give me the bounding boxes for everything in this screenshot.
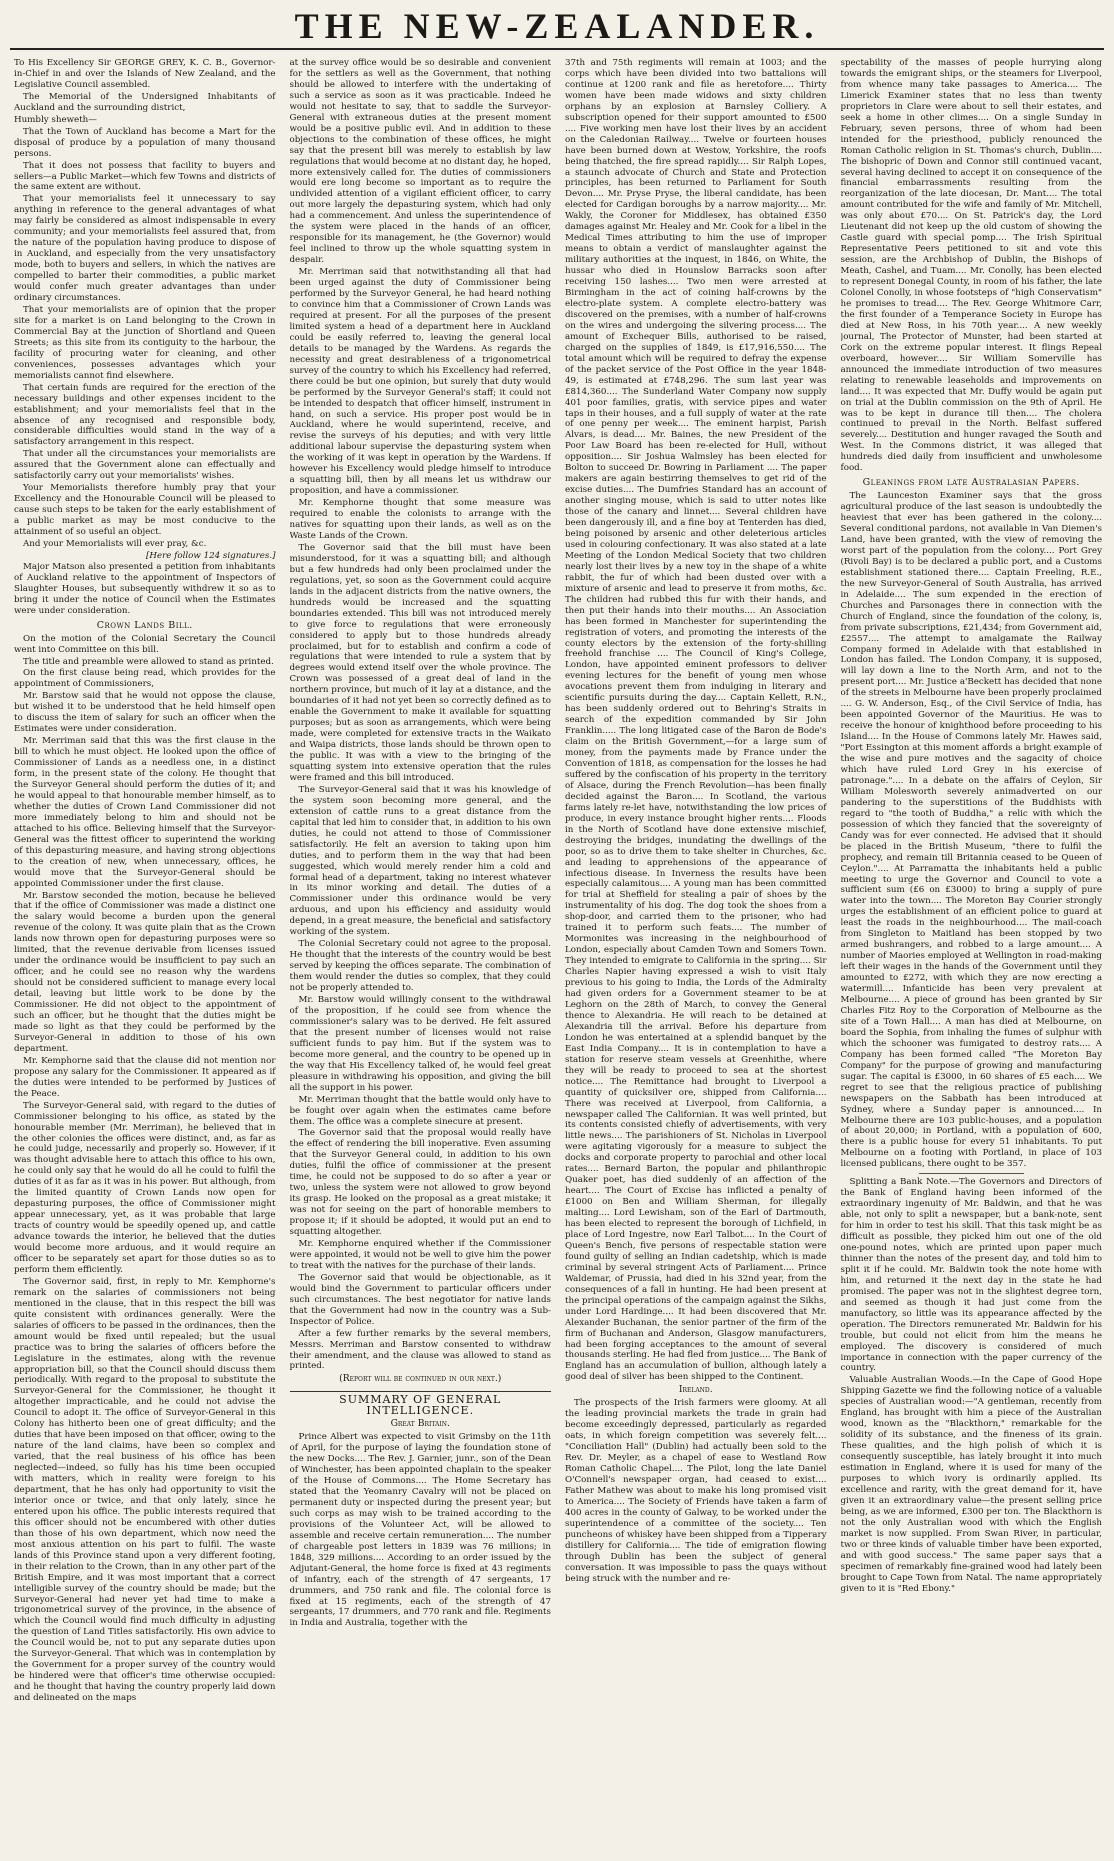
section-heading: Crown Lands Bill. [96, 619, 193, 631]
paragraph: 37th and 75th regiments will remain at 1003; and the corps which have been divided into two battalions will continue at 1200 rank and file as heretofore.... Thirty women have been made widows and sixty children orphans by an explosion at Barnsley Colliery. A subscription opened for their support amounted to £500 .... Five working men have lost their lives by an accident on the Caledonian Railway.... Twelve or fourteen houses have been burned down at Westow, Yorkshire, the roofs being thatched, the fire spread rapidly.... Sir Ralph Lopes, a staunch advocate of Church and State and Protection principles, has been returned to Parliament for South Devon.... Mr. Pryse Pryse, the liberal candidate, has been elected for Cardigan boroughs by a narrow majority.... Mr. Wakly, the Coroner for Middlesex, has obtained £350 damages against Mr. Healey and Mr. Cook for a libel in the Medical Times attributing to him the use of improper means to obtain a verdict of manslaughter against the military authorities at the inquest, in 1846, on White, the hussar who died in Hounslow Barracks soon after receiving 150 lashes.... Two men were arrested at Birmingham in the act of coining half-crowns by the electro-plate system. A complete electro-battery was discovered on the premises, with a number of half-crowns on the wires and undergoing the silvering process.... The amount of Exchequer Bills, authorised to be raised, charged on the supplies of 1849, is £17,916,550.... The total amount which will be required to defray the expense of the packet service of the Post Office in the year 1848-49, is estimated at £748,296. The sum last year was £814,360.... The Sunderland Water Company now supply 401 poor families, gratis, with service pipes and water taps in their houses, and a full supply of water at the rate of one penny per week.... The eminent harpist, Parish Alvars, is dead.... Mr. Baines, the new President of the Poor Law Board has been re-elected for Hull, without opposition.... Sir Joshua Walmsley has been elected for Bolton to succeed Dr. Bowring in Parliament .... The paper makers are again bestirring themselves to get rid of the excise duties.... The Dumfries Standard has an account of another singing mouse, which is said to utter notes like those of the canary and linnet.... Several children have been dangerously ill, and a fine boy at Tenterden has died, being poisoned by arsenic and other deleterious articles used in colouring confectionary. It was also stated at a late Meeting of the London Medical Society that two children nearly lost their lives by a new toy in the shape of a white rabbit, the fur of which had been dusted over with a mixture of arsenic and lead to preserve it from moths, &c. The children had rubbed this fur with their hands, and then put their hands into their mouths.... An Association has been formed in Manchester for superintending the registration of voters, and promoting the interests of the county electors by the extension of the forty-shilling freehold franchise .... The Council of King's College, London, have appointed eminent professors to deliver evening lectures for the benefit of young men whose avocations prevent them from indulging in literary and scientific pursuits during the day.... Captain Kellett, R.N., has been suddenly ordered out to Behring's Straits in search of the expedition commanded by Sir John Franklin..... The long litigated case of the Baron de Bode's claim on the British Government,—for a large sum of money, from the payments made by France under the Convention of 1818, as compensation for the losses he had suffered by the confiscation of his property in the territory of Alsace, during the French Revolution—has been finally decided against the Baron.... In Scotland, the various farms lately re-let have, notwithstanding the low prices of produce, in every instance brought higher rents.... Floods in the North of Scotland have done extensive mischief, destroying the bridges, inundating the dwellings of the poor, so as to drive them to take shelter in Churches, &c. and leading to apprehensions of the appearance of infectious disease. In Inverness the results have been especially calamitous.... A young man has been committed for trial at Sheffield for stealing a pair of shoes by the instrumentality of his dog. The dog took the shoes from a shop-door, and carried them to the prisoner, who had trained it to perform such feats.... The number of Mormonites was increasing in the neighbourhood of London, especially about Camden Town and Somers Town. They intended to emigrate to California in the spring.... Sir Charles Napier having expressed a wish to visit Italy previous to his going to India, the Lords of the Admiralty had given orders for a Government steamer to be at Leghorn on the 28th of March, to convey the General thence to Alexandria. He will reach to be detained at Alexandria till the arrival. Before his departure from London he was entertained at a splendid banquet by the East India Company.... It is in contemplation to have a station for reserve steam vessels at Greenhithe, where they will be ready to proceed to sea at the shortest notice.... The Remittance had brought to Liverpool a quantity of quicksilver ore, shipped from California.... There was received at Liverpool, from California, a newspaper called The Californian. It was well printed, but its contents consisted chiefly of advertisements, with very little news.... The parishioners of St. Nicholas in Liverpool were agitating vigorously for a measure to subject the docks and corporate property to parochial and other local rates.... Bernard Barton, the popular and philanthropic Quaker poet, has died suddenly of an affection of the heart.... The Court of Excise has inflicted a penalty of £1000 on Ben and William Sherman, for illegally malting.... Lord Lewisham, son of the Earl of Dartmouth, has been elected to represent the borough of Lichfield, in place of Lord Ingestre, now Earl Talbot.... In the Court of Queen's Bench, five persons of respectable station were found guilty of selling an Indian cadetship, which is made criminal by several stringent Acts of Parliament.... Prince Waldemar, of Prussia, had died in his 32nd year, from the consequences of a fall in hunting. He had been present at the principal operations of the campaign against the Sikhs, under Lord Hardinge.... It had been discovered that Mr. Alexander Buchanan, the senior partner of the firm of the firm of Buchanan and Anderson, Glasgow manufacturers, had been forging acceptances to the amount of several thousands sterling. He had fled from justice.... The Bank of England has an accumulation of bullion, although lately a good deal of silver has been shipped to the Continent. [565, 58, 827, 1383]
subheading: Great Britain. [390, 1418, 450, 1430]
paragraph: That the Town of Auckland has become a Mart for the disposal of produce by a population of many thousand persons. [14, 126, 276, 159]
paragraph: That your memorialists feel it unnecessary to say anything in reference to the general advantages of what may fairly be considered as almost indispensable in every community; and your memorialists feel assured that, from the nature of the population having produce to dispose of in Auckland, and especially from the very unsatisfactory mode, both to buyers and sellers, in which the natives are compelled to barter their commodities, a public market would confer much greater advantages than under ordinary circumstances. [14, 194, 276, 304]
column-1 [14, 58, 276, 1853]
paragraph: That your memorialists are of opinion that the proper site for a market is on Land belonging to the Crown in Commercial Bay at the junction of Shortland and Queen Streets; as this site from its contiguity to the harbour, the facility of procuring water for cleaning, and other conveniences, possesses advantages which your memorialists cannot find elsewhere. [14, 304, 276, 381]
paragraph: The title and preamble were allowed to stand as printed. [23, 656, 274, 667]
paragraph: Valuable Australian Woods.—In the Cape of Good Hope Shipping Gazette we find the following notice of a valuable species of Australian wood:—"A gentleman, recently from England, has brought with him a piece of the Australian wood, known as the "Blackthorn," remarkable for the solidity of its substance, and the fineness of its grain. These qualities, and the high polish of which it is consequently susceptible, has lately brought it into much estimation in England, where it is used for many of the purposes to which ivory is ordinarily applied. Its excellence and rarity, with the great demand for it, have given it an extraordinary value—the present selling price being, as we are informed, £300 per ton. The Blackthorn is not the only Australian wood with which the English market is now supplied. From Swan River, in particular, two or three kinds of valuable timber have been exported, and with good success." The same paper says that a specimen of remarkably fine-grained wood had lately been brought to Cape Town from Natal. The name appropriately given to it is "Red Ebony." [840, 1375, 1102, 1594]
paragraph: Mr. Kemphorne said that the clause did not mention nor propose any salary for the Commissioner. It appeared as if the duties were intended to be performed by Justices of the Peace. [14, 1055, 276, 1099]
paragraph: Splitting a Bank Note.—The Governors and Directors of the Bank of England having been informed of the extraordinary ingenuity of Mr. Baldwin, and that he was able, not only to split a newspaper, but a bank-note, sent for him in order to test his skill. That this task might be as difficult as possible, they picked him out one of the old one-pound notes, which are printed upon paper much thinner than the notes of the present day, and told him to split it if he could. Mr. Baldwin took the note home with him, and returned it the next day in the state he had promised. The paper was not in the slightest degree torn, and seemed as though it had just come from the manufactory, so little was its appearance affected by the operation. The Directors remunerated Mr. Baldwin for his trouble, but could not elicit from him the means he employed. The discovery is considered of much importance in connection with the paper currency of the country. [840, 1177, 1102, 1374]
paragraph: Humbly sheweth— [14, 114, 97, 125]
column-4 [841, 58, 1103, 1853]
paragraph: To His Excellency Sir GEORGE GREY, K. C. B., Governor-in-Chief in and over the Islands of New Zealand, and the Legislative Council assembled. [14, 58, 276, 90]
paragraph: Mr. Merriman said that notwithstanding all that had been urged against the duty of Commissioner being performed by the Surveyor General, he had heard nothing to convince him that a Commissioner of Crown Lands was required at present. For all the purposes of the present limited system a head of a department here in Auckland could be easily referred to, leaving the general local details to be managed by the Wardens. As regards the necessity and great desirableness of a trigonometrical survey of the country to which his Excellency had referred, there could be but one opinion, but surely that duty would be performed by the Surveyor General's staff; it could not be intended to despatch that officer himself, instrument in hand, on such a service. His proper post would be in Auckland, where he would superintend, receive, and revise the surveys of his deputies; and with very little additional labour supervise the depasturing system when the working of it was kept in operation by the Wardens. If however his Excellency would pledge himself to introduce a squatting bill, then by all means let us withdraw our proposition, and have a commissioner. [289, 267, 551, 497]
subheading: Ireland. [678, 1384, 713, 1396]
separator [919, 1173, 1024, 1174]
paragraph: The prospects of the Irish farmers were gloomy. At all the leading provincial markets the trade in grain had become exceedingly depressed, particularly as regarded oats, in which foreign competition was severely felt.... "Conciliation Hall" (Dublin) had actually been sold to the Rev. Dr. Meyler, as a chapel of ease to Westland Row Roman Catholic Chapel.... The Pilot, long the late Daniel O'Connell's newspaper organ, had ceased to exist.... Father Mathew was about to make his long promised visit to America.... The Society of Friends have taken a farm of 400 acres in the county of Galway, to be worked under the superintendence of a committee of the society.... Ten puncheons of whiskey have been shipped from a Tipperary distillery for California.... The tide of emigration flowing through Dublin has been the subject of general conversation. It was impossible to pass the quays without being struck with the number and re- [565, 1398, 827, 1584]
paragraph: The Launceston Examiner says that the gross agricultural produce of the last season is undoubtedly the heaviest that ever has been gathered in the colony.... Several conditional pardons, not available in Van Diemen's Land, have been granted, with the view of removing the worst part of the population from the colony.... Port Grey (Rivoli Bay) is to be declared a public port, and a Customs establishment stationed there.... Captain Freeling, R.E., the new Surveyor-General of South Australia, has arrived in Adelaide.... The sum expended in the erection of Churches and Parsonages there in connection with the Church of England, since the foundation of the colony, is, from private subscriptions, £21,434; from Government aid, £2557.... The attempt to amalgamate the Railway Company formed in Adelaide with that established in London has failed. The London Company, it is supposed, will lay down a line to the North Arm, and not to the present port.... Mr. Justice a'Beckett has decided that none of the streets in Melbourne have been properly proclaimed .... G. W. Anderson, Esq., of the Civil Service of India, has been appointed Governor of the Mauritius. He was to receive the honour of knighthood before proceeding to his Island.... In the House of Commons lately Mr. Hawes said, "Port Essington at this moment affords a bright example of the wise and pure motives and the sagacity of choice which have ruled Lord Grey in his exercise of patronage.".... In a debate on the affairs of Ceylon, Sir William Molesworth severely animadverted on our pandering to the superstitions of the Buddhists with regard to "the tooth of Buddha," a relic with which the possession of which they fancied that the sovereignty of Candy was for ever connected. He advised that it should be placed in the British Museum, "there to fulfil the prophecy, and remain till Britannia ceased to be Queen of Ceylon.".... At Parramatta the inhabitants held a public meeting to urge the Governor and Council to vote a sufficient sum (£6 on £3000) to bring a supply of pure water into the town.... The Moreton Bay Courier strongly urges the establishment of an efficient police to guard at least the roads in the neighbourhood.... The mail-coach from Singleton to Maitland has been stopped by two armed bushrangers, and robbed to a large amount.... A number of Maories employed at Wellington in road-making left their wages in the hands of the Government until they amounted to £272, with which they are now erecting a watermill.... Infanticide has been very prevalent at Melbourne.... A piece of ground has been granted by Sir Charles Fitz Roy to the Corporation of Melbourne as the site of a Town Hall.... A man has died at Melbourne, on board the Sophia, from inhaling the fumes of sulphur with which the schooner was fumigated to destroy rats.... A Company has been formed called "The Moreton Bay Company" for the purpose of growing and manufacturing sugar. The capital is £3000, in 60 shares of £5 each.... We regret to see that the religious practice of publishing newspapers on the Sabbath has been introduced at Sydney, where a Sunday paper is announced.... In Melbourne there are 103 public-houses, and a population of about 20,000; in Portland, with a population of 600, there is a public house for every 51 inhabitants. To put Melbourne on a footing with Portland, in place of 103 licensed publicans, there ought to be 357. [840, 491, 1102, 1170]
masthead-rule [10, 48, 1104, 50]
paragraph: Mr. Kemphorne thought that some measure was required to enable the colonists to arrange with the natives for squatting upon their lands, as well as on the Waste Lands of the Crown. [289, 498, 551, 541]
section-heading: Gleanings from late Australasian Papers. [862, 477, 1080, 489]
column-2 [290, 58, 552, 1853]
paragraph: On the first clause being read, which provides for the appointment of Commissioners, [14, 668, 276, 690]
section-title: SUMMARY OF GENERAL INTELLIGENCE. [290, 1391, 552, 1417]
paragraph: Mr. Merriman thought that the battle would only have to be fought over again when the estimates came before them. The office was a complete sinecure at present. [289, 1094, 551, 1127]
column-3 [565, 58, 827, 1853]
paragraph: Prince Albert was expected to visit Grimsby on the 11th of April, for the purpose of laying the foundation stone of the new Docks.... The Rev. J. Garnier, junr., son of the Dean of Winchester, has been appointed chaplain to the speaker of the House of Commons.... The Home Secretary has stated that the Yeomanry Cavalry will not be placed on permanent duty or inspected during the present year; but such corps as may wish to be trained according to the provisions of the Volunteer Act, will be allowed to assemble and receive certain remuneration.... The number of chargeable post letters in 1839 was 76 millions; in 1848, 329 millions.... According to an order issued by the Adjutant-General, the home force is fixed at 43 regiments of infantry, each of the strength of 47 sergeants, 17 drummers, and 750 rank and file. The colonial force is fixed at 15 regiments, each of the strength of 47 sergeants, 17 drummers, and 770 rank and file. Regiments in India and Australia, together with the [289, 1432, 551, 1629]
paragraph: Mr. Barstow said that he would not oppose the clause, but wished it to be understood that he held himself open to discuss the item of salary for such an officer when the Estimates were under consideration. [14, 691, 276, 735]
paragraph: The Surveyor-General said that it was his knowledge of the system soon becoming more general, and the extension of cattle runs to a great distance from the capital that led him to consider that, in addition to his own duties, he could not attend to those of Commissioner satisfactorily. He felt an aversion to taking upon him duties, and to perform them in the way that had been suggested, which would merely render him a cold and formal head of a department, taking no interest whatever in its minor working and detail. The duties of a Commissioner under this ordinance would be very arduous, and upon his efficiency and assiduity would depend, in a great measure, the beneficial and satisfactory working of the system. [289, 784, 551, 938]
paragraph: Mr. Merriman said that this was the first clause in the bill to which he must object. He looked upon the office of Commissioner of Lands as a needless one, in a distinct form, in the present state of the colony. He thought that the Surveyor General should perform the duties of it; and he would appeal to that honourable member himself, as to whether the duties of Crown Land Commissioner did not more immediately belong to him and should not be attached to his office. Believing himself that the Surveyor-General was the fittest officer to superintend the working of this depasturing measure, and having strong objections to the creation of new, when unnecessary, offices, he would move that the Surveyor-General should be appointed Commissioner under the first clause. [14, 736, 276, 889]
paragraph: On the motion of the Colonial Secretary the Council went into Committee on this bill. [14, 633, 276, 655]
paragraph: The Governor said, first, in reply to Mr. Kemphorne's remark on the salaries of commissioners not being mentioned in the clause, that in this respect the bill was quite consistent with ordinances generally. Were the salaries of officers to be passed in the ordinances, then the amount would be fixed until repealed; but the usual practice was to bring the salaries of officers before the Legislature in the estimates, along with the revenue appropriation bill, so that the Council should discuss them periodically. With regard to the proposal to substitute the Surveyor-General for the Commissioner, he thought it altogether impracticable, and he could not advise the Council to adopt it. The office of Surveyor-General in this Colony has hitherto been one of great difficulty; and the duties that have been imposed on that officer, owing to the nature of the land claims, have been so complex and varied, that the real business of his office has been neglected—indeed, so fully has his time been occupied with matters, which in reality were foreign to his department, that he has only had opportunity to visit the interior once or twice, and that only lately, since he entered upon his office. The public interests required that this officer should not be encumbered with other duties than those of his own department, which now need the most anxious attention on his part to fulfil. The waste lands of this Province stand upon a very different footing, in their relation to the Crown, than in any other part of the British Empire, and it was most important that a correct intelligible survey of the country should be made; but the Surveyor-General had never yet had time to make a trigonometrical survey of the province, in the absence of which the Council would find much difficulty in adjusting the question of Land Titles satisfactorily. His own advice to the Council would be, not to put any separate duties upon the Surveyor-General. That which was in contemplation by the Government for a proper survey of the country would be hindered were that officer's time otherwise occupied: and he thought that having the country properly laid down and delineated on the maps [14, 1276, 276, 1704]
paragraph: Your Memorialists therefore humbly pray that your Excellency and the Honourable Council will be pleased to cause such steps to be taken for the early establishment of a public market as may be most conducive to the attainment of so useful an object. [14, 483, 276, 538]
paragraph: Mr. Kemphorne enquired whether if the Commissioner were appointed, it would not be well to give him the power to treat with the natives for the purchase of their lands. [289, 1238, 551, 1271]
paragraph: That under all the circumstances your memorialists are assured that the Government alone can effectually and satisfactorily carry out your memorialists' wishes. [14, 449, 276, 482]
paragraph: That certain funds are required for the erection of the necessary buildings and other expenses incident to the establishment; and your memorialists feel that in the absence of any recognised and responsible body, considerable difficulties would stand in the way of a satisfactory arrangement in this respect. [14, 382, 276, 448]
subheading: (Report will be continued in our next.) [339, 1373, 502, 1385]
paragraph: Mr. Barstow would willingly consent to the withdrawal of the proposition, if he could see from whence the commissioner's salary was to be derived. He felt assured that the present number of licenses would not raise sufficient funds to pay him. But if the system was to become more general, and the country to be opened up in the way that His Excellency talked of, he would feel great pleasure in withdrawing his opposition, and giving the bill all the support in his power. [289, 995, 551, 1093]
paragraph: The Surveyor-General said, with regard to the duties of Commissioner belonging to his office, as stated by the honourable member (Mr. Merriman), he believed that in the other colonies the offices were distinct, and, as far as he could judge, necessarily and properly so. However, if it was thought advisable here to attach this office to his own, he could only say that he would do all he could to fulfil the duties of it as far as it was in his power. But although, from the limited quantity of Crown Lands now open for depasturing purposes, the office of Commissioner might appear unnecessary, yet, as it was probable that large tracts of country would be speedily opened up, and cattle advance towards the interior, he believed that the duties would become more arduous, and it would require an officer to be separately set apart for those duties so as to perform them efficiently. [14, 1100, 276, 1275]
paragraph: The Governor said that the bill must have been misunderstood, for it was a squatting bill; and although but a few hundreds had only been proclaimed under the regulations, yet, so soon as the Government could acquire lands in the adjacent districts from the native owners, the hundreds would be increased and the squatting boundaries extended. This bill was not introduced merely to give force to regulations that were erroneously considered to apply but to those hundreds already proclaimed, but for to establish and confirm a code of regulations that were intended to rule a system that by degrees would extend itself over the whole province. The Crown was possessed of a great deal of land in the northern province, but much of it lay at a distance, and the boundaries of it had not yet been so correctly defined as to enable the Government to make it available for squatting purposes; but as soon as arrangements, which were being made, were completed for extensive tracts in the Waikato and Waipa districts, those lands should be thrown open to the public. It was with a view to the bringing of the squatting system into extensive operation that the rules were framed and this bill introduced. [289, 542, 551, 783]
paragraph: That it does not possess that facility to buyers and sellers—a Public Market—which few Towns and districts of the same extent are without. [14, 160, 276, 193]
paragraph: The Governor said that the proposal would really have the effect of rendering the bill inoperative. Even assuming that the Surveyor General could, in addition to his own duties, fulfil the office of commissioner at the present time, he could not be supposed to do so after a year or two, unless the system were not allowed to grow beyond its grasp. He looked on the proposal as a great mistake; it was not for seeing on the part of honorable members to propose it; if it should be adopted, it would put an end to squatting altogether. [289, 1128, 551, 1238]
paragraph: And your Memorialists will ever pray, &c. [23, 538, 207, 549]
article-columns [14, 58, 1102, 1853]
paragraph: at the survey office would be so desirable and convenient for the settlers as well as the Government, that nothing should be allowed to interfere with the undertaking of such a service as soon as it was practicable. Indeed he would not hesitate to say, that to saddle the Surveyor-General with extraneous duties at the present moment would be a positive public evil. And in addition to these objections to the combination of these offices, he might say that the present bill was merely to establish by law regulations that would become at no distant day, he hoped, more extensively called for. The duties of commissioners would ere long become so important as to require the undivided attention of a vigilant efficient officer, to carry out more largely the depasturing system, which had only had a commencement. And unless the superintendence of the system were placed in the hands of an officer, responsible for its management, he (the Governor) would feel inclined to throw up the whole squatting system in despair. [289, 58, 551, 266]
paragraph: spectability of the masses of people hurrying along towards the emigrant ships, or the steamers for Liverpool, from whence many take passages to America.... The Limerick Examiner states that no less than twenty proprietors in Clare were about to sell their estates, and seek a home in other climes.... On a single Sunday in February, seven persons, three of whom had been intended for the priesthood, publicly renounced the Roman Catholic religion in St. Thomas's church, Dublin.... The bishopric of Down and Connor still continued vacant, several having declined to accept it on consequence of the financial embarrassments resulting from the reorganization of the late diocesan, Dr. Mant.... The total amount contributed for the wife and family of Mr. Mitchell, was only about £70.... On St. Patrick's day, the Lord Lieutenant did not keep up the old custom of showing the Castle guard with special pomp.... The Irish Spiritual Representative Peers petitioned to sit and vote this session, are the Archbishop of Dublin, the Bishops of Meath, Cashel, and Tuam.... Mr. Conolly, has been elected to represent Donegal County, in room of his father, the late Colonel Conolly, in whose footsteps of "high Conservatism" he promises to tread.... The Rev. George Whitmore Carr, the first founder of a Temperance Society in Europe has died at New Ross, in his 70th year.... A new weekly journal, The Protector of Munster, had been started at Cork on the extreme popular interest. It flings Repeal overboard, however.... Sir William Somerville has announced the immediate introduction of two measures relating to renewable leaseholds and improvements on land.... It was expected that Mr. Duffy would be again put on trial at the Dublin commission on the 9th of April. He was to be kept in durance till then.... The cholera continued to prevail in the North. Belfast suffered severely.... Destitution and hunger ravaged the South and West. In the Commons district, it was alleged that hundreds died daily from insufficient and unwholesome food. [840, 58, 1102, 474]
paragraph: Mr. Barstow seconded the motion, because he believed that if the office of Commissioner was made a distinct one the salary would become a burden upon the general revenue of the colony. It was quite plain that as the Crown lands now thrown open for depasturing purposes were so limited, that the revenue derivable from licenses issued under the ordinance would be insufficient to pay such an officer, and he could see no reason why the wardens should not be considered sufficient to manage every local detail, leaving but little work to be done by the Commissioner. He did not object to the appointment of such an officer, but he thought that the duties might be made so light as that they could be performed by the Surveyor-General in addition to those of his own department. [14, 890, 276, 1054]
paragraph: Major Matson also presented a petition from inhabitants of Auckland relative to the appointment of Inspectors of Slaughter Houses, but subsequently withdrew it so as to bring it under the notice of Council when the Estimates were under consideration. [14, 561, 276, 616]
signature-note: [Here follow 124 signatures.] [146, 550, 276, 561]
paragraph: After a few further remarks by the several members, Messrs. Merriman and Barstow consented to withdraw their amendment, and the clause was allowed to stand as printed. [289, 1328, 551, 1372]
masthead-title: THE NEW-ZEALANDER. [294, 6, 820, 46]
paragraph: The Colonial Secretary could not agree to the proposal. He thought that the interests of the country would be best served by keeping the offices separate. The combination of them would render the duties so complex, that they could not be properly attended to. [289, 939, 551, 994]
paragraph: The Memorial of the Undersigned Inhabitants of Auckland and the surrounding district, [14, 91, 276, 113]
paragraph: The Governor said that would be objectionable, as it would bind the Government to particular officers under such circumstances. The best negotiator for native lands that the Government had now in the country was a Sub-Inspector of Police. [289, 1272, 551, 1327]
